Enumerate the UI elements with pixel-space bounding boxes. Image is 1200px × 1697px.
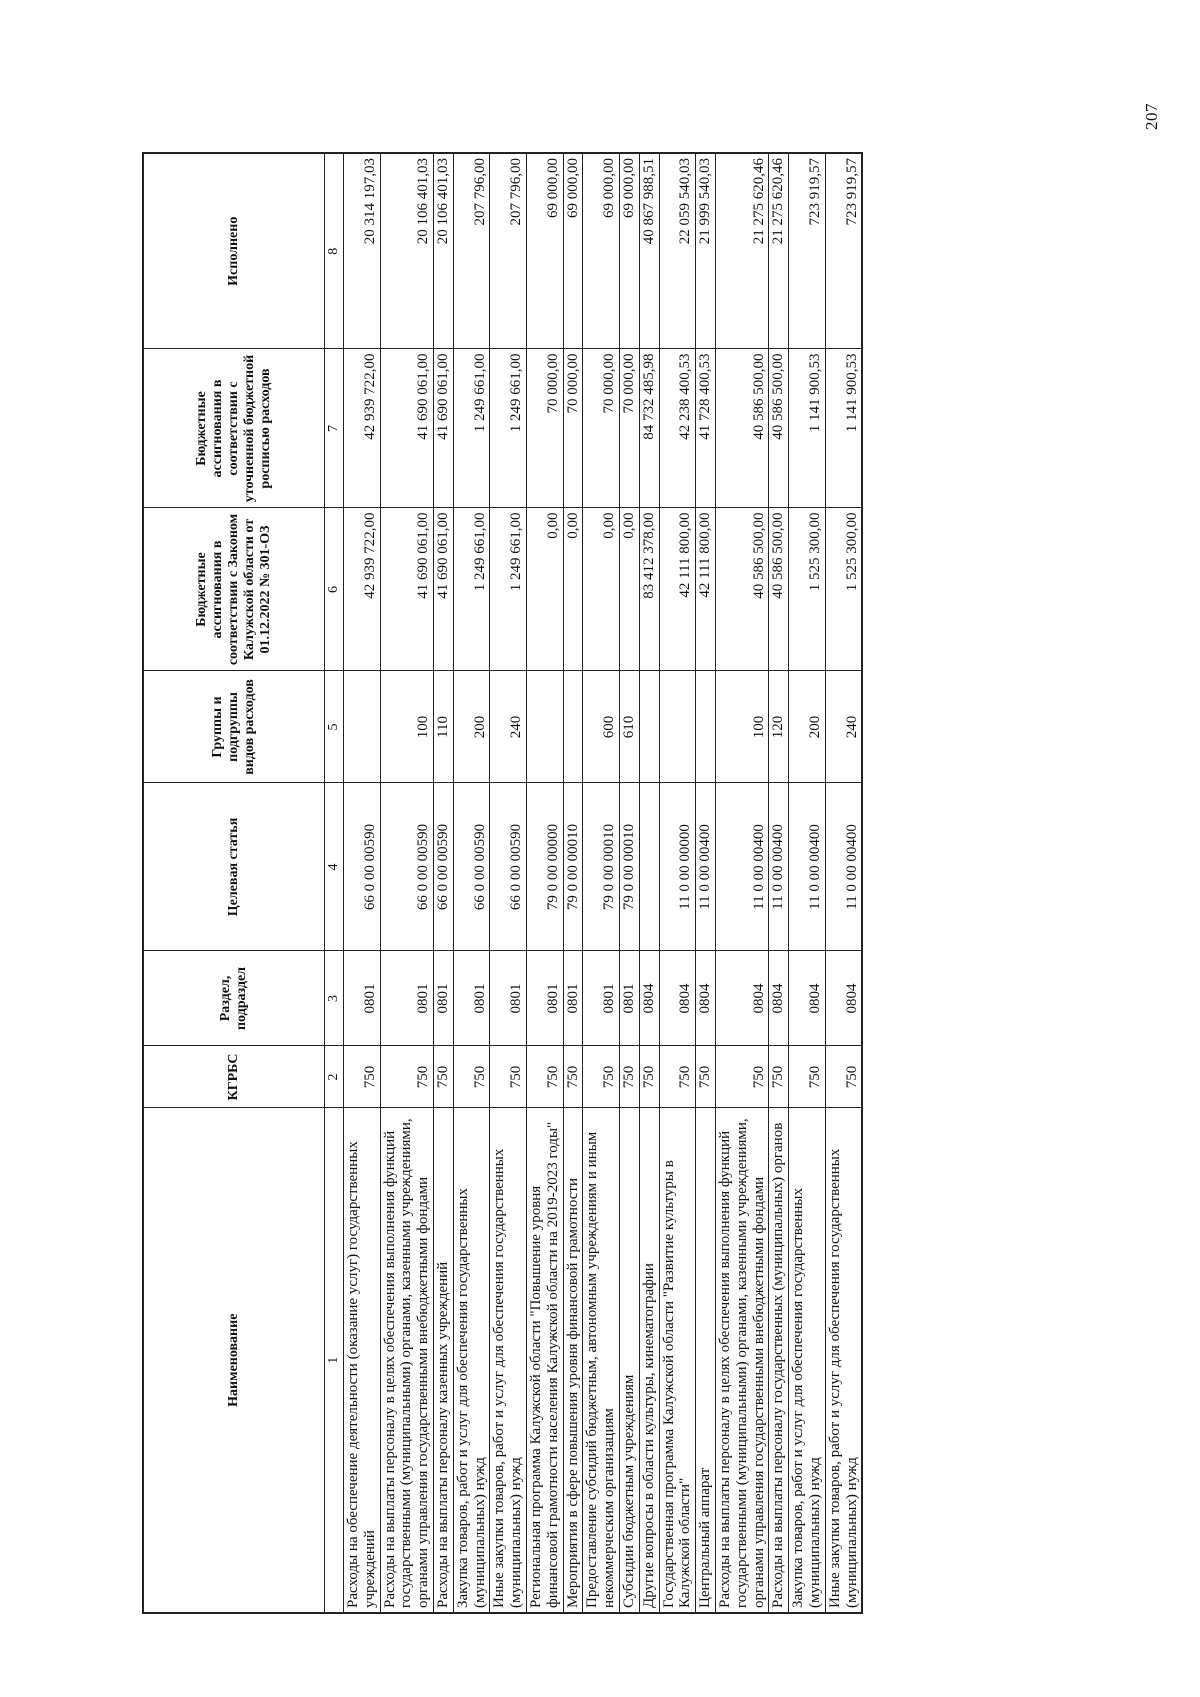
row-target-article: 66 0 00 00590 [453,783,490,951]
row-executed-amount: 21 275 620,46 [716,153,769,349]
row-refined-amount: 42 238 400,53 [659,349,696,508]
row-section: 0801 [583,951,620,1046]
header-row [143,153,325,1613]
row-law-amount: 42 111 800,00 [696,508,716,671]
row-law-amount: 83 412 378,00 [639,508,659,671]
table-row [563,153,583,1613]
row-executed-amount: 22 059 540,03 [659,153,696,349]
row-law-amount: 40 586 500,00 [769,508,789,671]
row-expense-group: 120 [769,671,789,783]
row-law-amount: 40 586 500,00 [716,508,769,671]
header-section: Раздел, подраздел [143,951,325,1046]
column-number: 3 [325,951,344,1046]
row-section: 0801 [453,951,490,1046]
row-expense-group [563,671,583,783]
row-section: 0804 [789,951,826,1046]
row-executed-amount: 21 999 540,03 [696,153,716,349]
row-target-article: 11 0 00 00000 [659,783,696,951]
row-name: Закупка товаров, работ и услуг для обеспечения государственных (муниципальных) нужд [789,1108,826,1613]
row-refined-amount: 84 732 485,98 [639,349,659,508]
row-law-amount: 1 525 300,00 [789,508,826,671]
row-refined-amount: 1 249 661,00 [453,349,490,508]
row-expense-group: 610 [620,671,640,783]
row-name: Расходы на выплаты персоналу казенных учреждений [434,1108,454,1613]
row-executed-amount: 69 000,00 [583,153,620,349]
row-section: 0801 [380,951,433,1046]
row-executed-amount: 69 000,00 [620,153,640,349]
row-kgrbs: 750 [583,1046,620,1108]
row-expense-group: 100 [380,671,433,783]
table-row [453,153,490,1613]
row-kgrbs: 750 [769,1046,789,1108]
row-expense-group [659,671,696,783]
header-name: Наименование [143,1108,325,1613]
column-number: 8 [325,153,344,349]
row-expense-group: 240 [490,671,527,783]
row-kgrbs: 750 [527,1046,564,1108]
row-kgrbs: 750 [639,1046,659,1108]
row-expense-group: 200 [453,671,490,783]
row-law-amount: 41 690 061,00 [380,508,433,671]
row-law-amount: 42 939 722,00 [344,508,381,671]
row-kgrbs: 750 [620,1046,640,1108]
row-law-amount: 42 111 800,00 [659,508,696,671]
row-executed-amount: 723 919,57 [825,153,862,349]
row-law-amount: 0,00 [563,508,583,671]
row-name: Региональная программа Калужской области "Повышение уровня финансовой грамотности населения Калужской области на 2019-2023 годы" [527,1108,564,1613]
row-name: Предоставление субсидий бюджетным, автономным учреждениям и иным некоммерческим организациям [583,1108,620,1613]
table-row [527,153,564,1613]
row-target-article: 11 0 00 00400 [696,783,716,951]
table-row [696,153,716,1613]
column-number: 4 [325,783,344,951]
row-section: 0804 [769,951,789,1046]
row-refined-amount: 42 939 722,00 [344,349,381,508]
table-row [380,153,433,1613]
row-name: Мероприятия в сфере повышения уровня финансовой грамотности [563,1108,583,1613]
column-number: 5 [325,671,344,783]
row-kgrbs: 750 [716,1046,769,1108]
row-executed-amount: 207 796,00 [490,153,527,349]
column-number: 2 [325,1046,344,1108]
row-target-article: 79 0 00 00000 [527,783,564,951]
row-refined-amount: 40 586 500,00 [769,349,789,508]
row-name: Закупка товаров, работ и услуг для обеспечения государственных (муниципальных) нужд [453,1108,490,1613]
row-target-article: 11 0 00 00400 [825,783,862,951]
row-target-article: 11 0 00 00400 [789,783,826,951]
row-kgrbs: 750 [490,1046,527,1108]
row-executed-amount: 20 106 401,03 [380,153,433,349]
header-groups: Группы и подгруппы видов расходов [143,671,325,783]
row-executed-amount: 723 919,57 [789,153,826,349]
header-target: Целевая статья [143,783,325,951]
row-law-amount: 1 249 661,00 [453,508,490,671]
column-number-row [325,153,344,1613]
column-number: 1 [325,1108,344,1613]
table-row [659,153,696,1613]
header-refined: Бюджетные ассигнования в соответствии с уточненной бюджетной росписью расходов [143,349,325,508]
row-law-amount: 1 525 300,00 [825,508,862,671]
table-row [583,153,620,1613]
row-name: Расходы на выплаты персоналу государственных (муниципальных) органов [769,1108,789,1613]
row-refined-amount: 1 249 661,00 [490,349,527,508]
header-kgrbs: КГРБС [143,1046,325,1108]
column-number: 6 [325,508,344,671]
row-section: 0804 [696,951,716,1046]
row-executed-amount: 20 314 197,03 [344,153,381,349]
row-expense-group: 240 [825,671,862,783]
row-target-article: 66 0 00 00590 [434,783,454,951]
row-target-article: 11 0 00 00400 [716,783,769,951]
row-refined-amount: 41 690 061,00 [434,349,454,508]
row-target-article: 66 0 00 00590 [380,783,433,951]
row-section: 0801 [490,951,527,1046]
row-kgrbs: 750 [344,1046,381,1108]
row-section: 0804 [639,951,659,1046]
row-name: Государственная программа Калужской области "Развитие культуры в Калужской области" [659,1108,696,1613]
row-refined-amount: 1 141 900,53 [789,349,826,508]
row-refined-amount: 41 690 061,00 [380,349,433,508]
row-executed-amount: 69 000,00 [527,153,564,349]
row-target-article: 79 0 00 00010 [583,783,620,951]
row-refined-amount: 70 000,00 [620,349,640,508]
row-section: 0801 [563,951,583,1046]
row-expense-group [527,671,564,783]
row-law-amount: 0,00 [583,508,620,671]
row-executed-amount: 40 867 988,51 [639,153,659,349]
row-name: Центральный аппарат [696,1108,716,1613]
row-kgrbs: 750 [789,1046,826,1108]
row-target-article: 11 0 00 00400 [769,783,789,951]
row-section: 0804 [825,951,862,1046]
row-target-article: 79 0 00 00010 [563,783,583,951]
row-name: Другие вопросы в области культуры, кинематографии [639,1108,659,1613]
table-body [344,153,863,1613]
table-row [639,153,659,1613]
table-row [789,153,826,1613]
row-expense-group: 110 [434,671,454,783]
row-kgrbs: 750 [563,1046,583,1108]
row-name: Расходы на обеспечение деятельности (оказание услуг) государственных учреждений [344,1108,381,1613]
table-row [716,153,769,1613]
row-refined-amount: 40 586 500,00 [716,349,769,508]
column-number: 7 [325,349,344,508]
row-executed-amount: 20 106 401,03 [434,153,454,349]
table-row [620,153,640,1613]
header-law: Бюджетные ассигнования в соответствии с Законом Калужской области от 01.12.2022 № 301-ОЗ [143,508,325,671]
table-row [825,153,862,1613]
row-expense-group: 100 [716,671,769,783]
row-name: Иные закупки товаров, работ и услуг для обеспечения государственных (муниципальных) нужд [490,1108,527,1613]
row-refined-amount: 70 000,00 [583,349,620,508]
table-row [434,153,454,1613]
row-expense-group [344,671,381,783]
row-target-article: 66 0 00 00590 [344,783,381,951]
row-law-amount: 41 690 061,00 [434,508,454,671]
row-law-amount: 0,00 [620,508,640,671]
row-section: 0801 [434,951,454,1046]
row-kgrbs: 750 [380,1046,433,1108]
row-section: 0801 [527,951,564,1046]
row-target-article [639,783,659,951]
row-name: Расходы на выплаты персоналу в целях обеспечения выполнения функций государственными (муниципальными) органами, казенными учреждениями, органами управления государственными внебюджетными фондами [716,1108,769,1613]
row-law-amount: 1 249 661,00 [490,508,527,671]
header-executed: Исполнено [143,153,325,349]
row-section: 0801 [344,951,381,1046]
row-law-amount: 0,00 [527,508,564,671]
row-kgrbs: 750 [434,1046,454,1108]
row-refined-amount: 41 728 400,53 [696,349,716,508]
row-expense-group [639,671,659,783]
row-name: Иные закупки товаров, работ и услуг для обеспечения государственных (муниципальных) нужд [825,1108,862,1613]
row-name: Субсидии бюджетным учреждениям [620,1108,640,1613]
row-refined-amount: 70 000,00 [527,349,564,508]
row-section: 0801 [620,951,640,1046]
table-row [344,153,381,1613]
row-kgrbs: 750 [453,1046,490,1108]
row-executed-amount: 69 000,00 [563,153,583,349]
row-target-article: 66 0 00 00590 [490,783,527,951]
row-section: 0804 [659,951,696,1046]
row-expense-group: 200 [789,671,826,783]
budget-table [142,152,863,1614]
row-executed-amount: 207 796,00 [453,153,490,349]
row-name: Расходы на выплаты персоналу в целях обеспечения выполнения функций государственными (муниципальными) органами, казенными учреждениями, органами управления государственными внебюджетными фондами [380,1108,433,1613]
row-section: 0804 [716,951,769,1046]
row-expense-group: 600 [583,671,620,783]
page-number: 207 [1142,103,1161,130]
row-refined-amount: 1 141 900,53 [825,349,862,508]
table-row [769,153,789,1613]
row-expense-group [696,671,716,783]
table-row [490,153,527,1613]
row-target-article: 79 0 00 00010 [620,783,640,951]
row-refined-amount: 70 000,00 [563,349,583,508]
row-executed-amount: 21 275 620,46 [769,153,789,349]
row-kgrbs: 750 [825,1046,862,1108]
row-kgrbs: 750 [696,1046,716,1108]
row-kgrbs: 750 [659,1046,696,1108]
